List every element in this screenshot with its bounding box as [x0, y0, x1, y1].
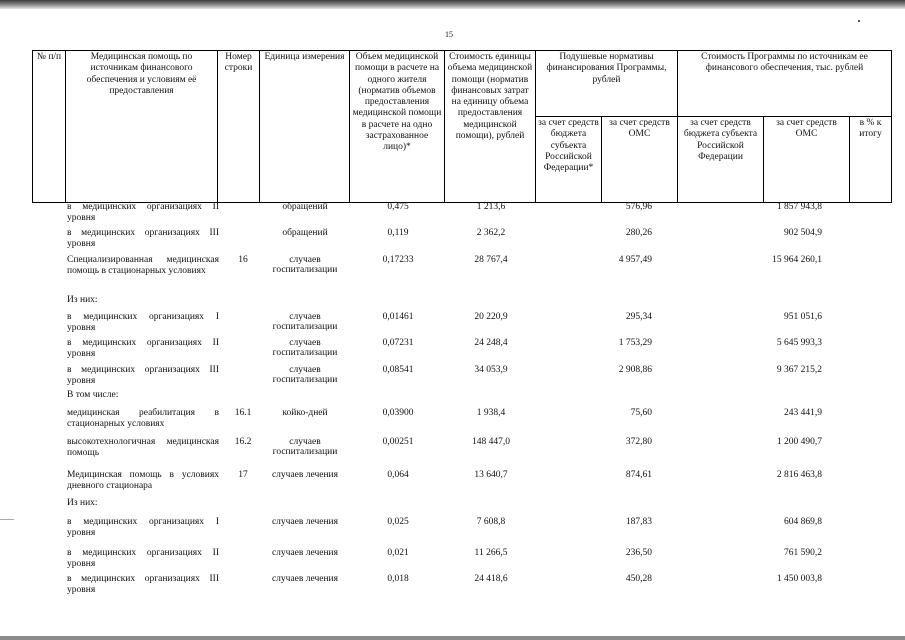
row-volume: 0,17233	[382, 255, 414, 265]
row-volume: 0,475	[387, 202, 409, 212]
row-program-oms: 1 200 490,7	[776, 437, 822, 447]
row-description: медицинская реабилитация в стационарных условиях	[67, 408, 219, 429]
row-per-capita-oms: 372,80	[625, 437, 652, 447]
row-cost: 20 220,9	[474, 312, 508, 322]
header-per-capita: Подушевые нормативы финансирования Программы, рублей	[536, 51, 678, 117]
row-per-capita-oms: 280,26	[625, 228, 652, 238]
row-volume: 0,021	[387, 548, 409, 558]
row-program-oms: 5 645 993,3	[776, 338, 822, 348]
row-description: в медицинских организациях II уровня	[67, 338, 219, 359]
row-number: 16	[238, 255, 248, 265]
row-unit: случаев госпитализации	[272, 437, 338, 457]
row-program-oms: 1 857 943,8	[776, 202, 822, 212]
row-description: Из них:	[67, 498, 98, 508]
row-program-oms: 243 441,9	[784, 408, 822, 418]
row-program-oms: 902 504,9	[784, 228, 822, 238]
page-number: 15	[445, 30, 453, 39]
row-unit: случаев госпитализации	[272, 255, 338, 275]
row-cost: 24 248,4	[474, 338, 508, 348]
header-no: № п/п	[33, 51, 66, 203]
row-program-oms: 1 450 003,8	[776, 574, 822, 584]
header-program-cost: Стоимость Программы по источникам ее финансового обеспечения, тыс. рублей	[678, 51, 892, 117]
row-description: в медицинских организациях I уровня	[67, 517, 219, 538]
row-unit: обращений	[282, 202, 328, 212]
header-per-capita-budget: за счет средств бюджета субъекта Российской Федерации*	[536, 117, 602, 203]
row-description: в медицинских организациях III уровня	[67, 574, 219, 595]
row-volume: 0,018	[387, 574, 409, 584]
scan-mark	[0, 519, 14, 520]
row-per-capita-oms: 295,34	[625, 312, 652, 322]
row-volume: 0,01461	[382, 312, 414, 322]
row-unit: случаев лечения	[271, 470, 339, 480]
row-description: в медицинских организациях II уровня	[67, 202, 219, 223]
header-line: Номер строки	[218, 51, 260, 203]
row-per-capita-oms: 4 957,49	[618, 255, 652, 265]
row-unit: случаев лечения	[271, 574, 339, 584]
row-program-oms: 9 367 215,2	[776, 365, 822, 375]
row-cost: 24 418,6	[474, 574, 508, 584]
row-volume: 0,025	[387, 517, 409, 527]
row-unit: случаев лечения	[271, 517, 339, 527]
row-unit: случаев лечения	[271, 548, 339, 558]
row-description: В том числе:	[67, 390, 119, 400]
row-description: высокотехнологичная медицинская помощь	[67, 437, 219, 458]
row-number: 16.2	[234, 437, 252, 447]
header-volume: Объем медицинской помощи в расчете на одного жителя (норматив объемов предоставления медицинской помощи в расчете на одно застрахованное лицо)*	[350, 51, 445, 203]
row-volume: 0,08541	[382, 365, 414, 375]
row-unit: койко-дней	[282, 408, 328, 418]
row-program-oms: 951 051,6	[784, 312, 822, 322]
row-unit: случаев госпитализации	[272, 312, 338, 332]
row-per-capita-oms: 2 908,86	[618, 365, 652, 375]
row-cost: 1 938,4	[476, 408, 506, 418]
row-per-capita-oms: 75,60	[630, 408, 652, 418]
row-unit: обращений	[282, 228, 328, 238]
row-cost: 2 362,2	[476, 228, 506, 238]
row-cost: 148 447,0	[472, 437, 510, 447]
header-unit: Единица измерения	[260, 51, 350, 203]
row-per-capita-oms: 874,61	[625, 470, 652, 480]
row-program-oms: 604 869,8	[784, 517, 822, 527]
row-volume: 0,064	[387, 470, 409, 480]
row-cost: 11 266,5	[474, 548, 508, 558]
row-description: Из них:	[67, 295, 98, 305]
header-program-oms: за счет средств ОМС	[764, 117, 850, 203]
row-description: в медицинских организациях III уровня	[67, 365, 219, 386]
row-per-capita-oms: 1 753,29	[618, 338, 652, 348]
header-per-capita-oms: за счет средств ОМС	[602, 117, 678, 203]
row-volume: 0,119	[387, 228, 409, 238]
row-per-capita-oms: 187,83	[625, 517, 652, 527]
row-cost: 1 213,6	[476, 202, 506, 212]
row-per-capita-oms: 236,50	[625, 548, 652, 558]
header-program-pct: в % к итогу	[850, 117, 892, 203]
row-program-oms: 2 816 463,8	[776, 470, 822, 480]
row-volume: 0,03900	[382, 408, 414, 418]
row-cost: 13 640,7	[474, 470, 508, 480]
scan-bottom-edge	[0, 636, 905, 640]
row-description: в медицинских организациях I уровня	[67, 312, 219, 333]
row-description: в медицинских организациях III уровня	[67, 228, 219, 249]
row-per-capita-oms: 576,96	[625, 202, 652, 212]
row-unit: случаев госпитализации	[272, 365, 338, 385]
header-cost: Стоимость единицы объема медицинской помощи (норматив финансовых затрат на единицу объема предоставления медицинской помощи), рублей	[445, 51, 536, 203]
row-program-oms: 761 590,2	[784, 548, 822, 558]
row-cost: 7 608,8	[476, 517, 506, 527]
row-cost: 34 053,9	[474, 365, 508, 375]
row-description: в медицинских организациях II уровня	[67, 548, 219, 569]
header-program-budget: за счет средств бюджета субъекта Российской Федерации	[678, 117, 764, 203]
row-description: Специализированная медицинская помощь в стационарных условиях	[67, 255, 219, 276]
header-care: Медицинская помощь по источникам финансового обеспечения и условиям её предоставления	[66, 51, 218, 203]
row-volume: 0,00251	[382, 437, 414, 447]
row-program-oms: 15 964 260,1	[772, 255, 822, 265]
row-number: 17	[238, 470, 248, 480]
row-number: 16.1	[234, 408, 252, 418]
row-unit: случаев госпитализации	[272, 338, 338, 358]
row-cost: 28 767,4	[474, 255, 508, 265]
row-per-capita-oms: 450,28	[625, 574, 652, 584]
row-volume: 0,07231	[382, 338, 414, 348]
row-description: Медицинская помощь в условиях дневного стационара	[67, 470, 219, 491]
